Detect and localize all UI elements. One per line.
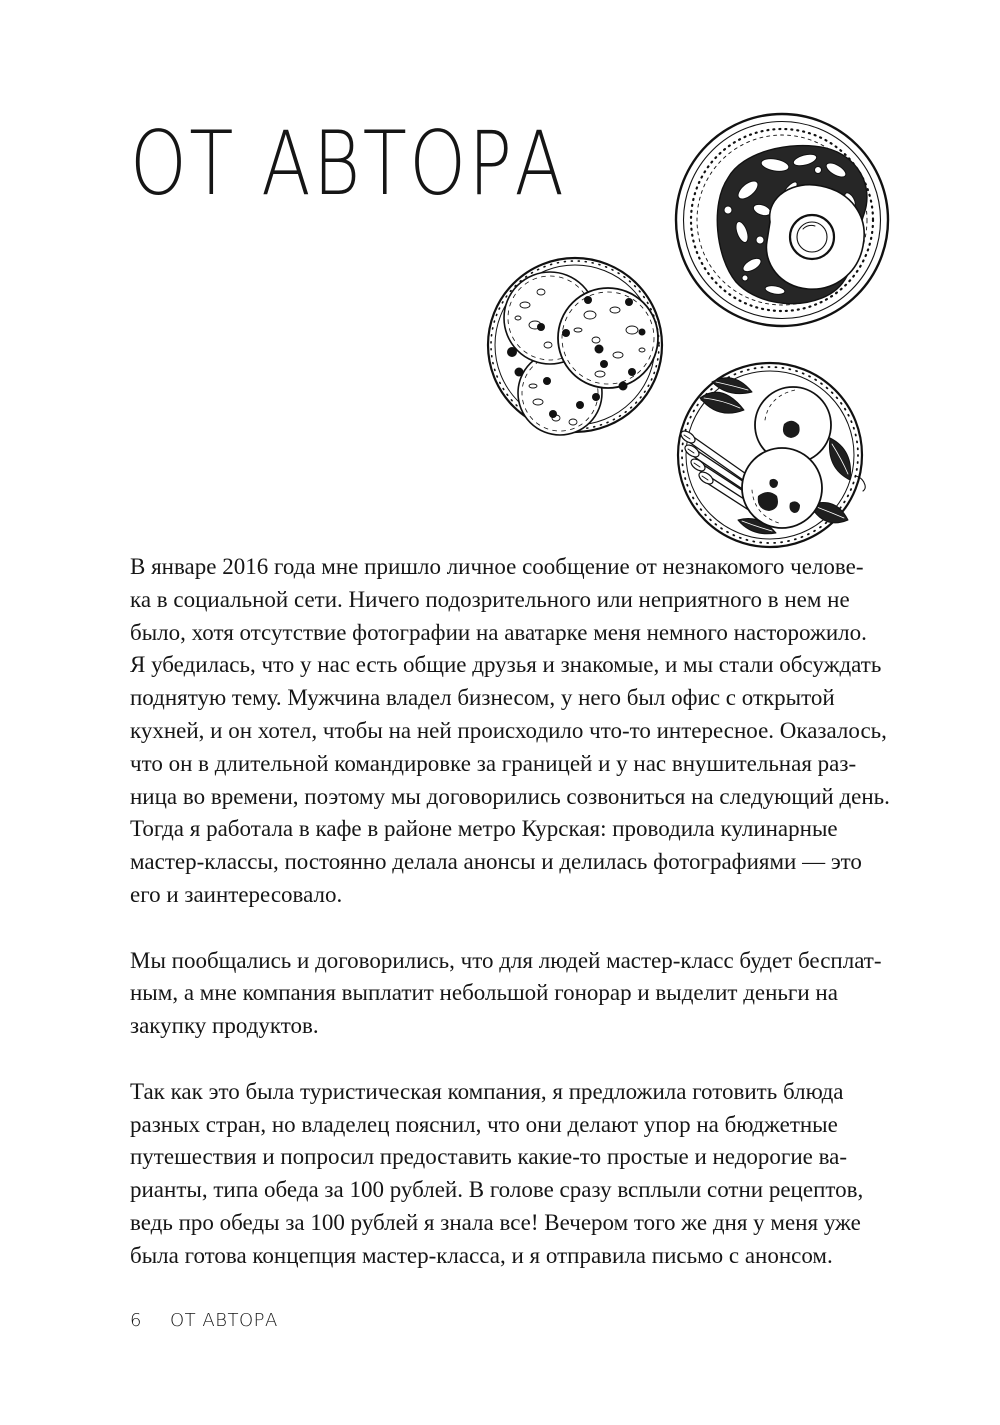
text-line: Я убедилась, что у нас есть общие друзья и знакомые, и мы стали обсуждать	[130, 652, 882, 678]
text-line: путешествия и попросил предоставить какие-то простые и недорогие ва-	[130, 1144, 848, 1170]
text-line: что он в длительной командировке за границей и у нас внушительная раз-	[130, 750, 857, 776]
text-line: В январе 2016 года мне пришло личное сообщение от незнакомого челове-	[130, 554, 864, 579]
text-line: была готова концепция мастер-класса, и я отправила письмо с анонсом.	[130, 1242, 833, 1268]
text-line: рианты, типа обеда за 100 рублей. В голове сразу всплыли сотни рецептов,	[130, 1177, 864, 1203]
poached-egg-bottom	[742, 448, 822, 528]
text-line: Мы пообщались и договорились, что для людей мастер-класс будет бесплат-	[130, 947, 882, 973]
plate-pancakes-blueberries-icon	[488, 258, 662, 435]
plate-eggs-greens-icon	[676, 114, 888, 326]
text-line: ным, а мне компания выплатит небольшой гонорар и выделит деньги на	[130, 980, 838, 1006]
paragraph	[130, 945, 910, 1043]
text-line: было, хотя отсутствие фотографии на аватарке меня немного насторожило.	[130, 619, 867, 645]
page-title: ОТ АВТОРА	[130, 112, 567, 215]
running-head: ОТ АВТОРА	[170, 1310, 278, 1331]
text-line: кухней, и он хотел, чтобы на ней происходило что-то интересное. Оказалось,	[130, 717, 887, 743]
text-line: поднятую тему. Мужчина владел бизнесом, у него был офис с открытой	[130, 685, 835, 711]
text-line: мастер-классы, постоянно делала анонсы и делилась фотографиями — это	[130, 849, 862, 875]
text-line: ница во времени, поэтому мы договорились созвониться на следующий день.	[130, 783, 890, 809]
pancake-right	[558, 288, 658, 388]
text-line: Так как это была туристическая компания, я предложила готовить блюда	[130, 1078, 844, 1104]
paragraph	[130, 1076, 910, 1273]
text-line: ведь про обеды за 100 рублей я знала все! Вечером того же дня у меня уже	[130, 1209, 861, 1235]
page-number: 6	[130, 1310, 142, 1331]
text-line: его и заинтересовало.	[130, 881, 343, 907]
paragraph	[130, 551, 910, 912]
text-line: разных стран, но владелец пояснил, что они делают упор на бюджетные	[130, 1111, 838, 1137]
text-line: ка в социальной сети. Ничего подозрительного или неприятного в нем не	[130, 586, 850, 612]
body-text	[130, 551, 910, 1305]
food-illustrations	[0, 0, 1000, 600]
text-line: Тогда я работала в кафе в районе метро Курская: проводила кулинарные	[130, 816, 838, 842]
plate-poached-eggs-asparagus-icon	[678, 363, 865, 547]
text-line: закупку продуктов.	[130, 1013, 319, 1039]
